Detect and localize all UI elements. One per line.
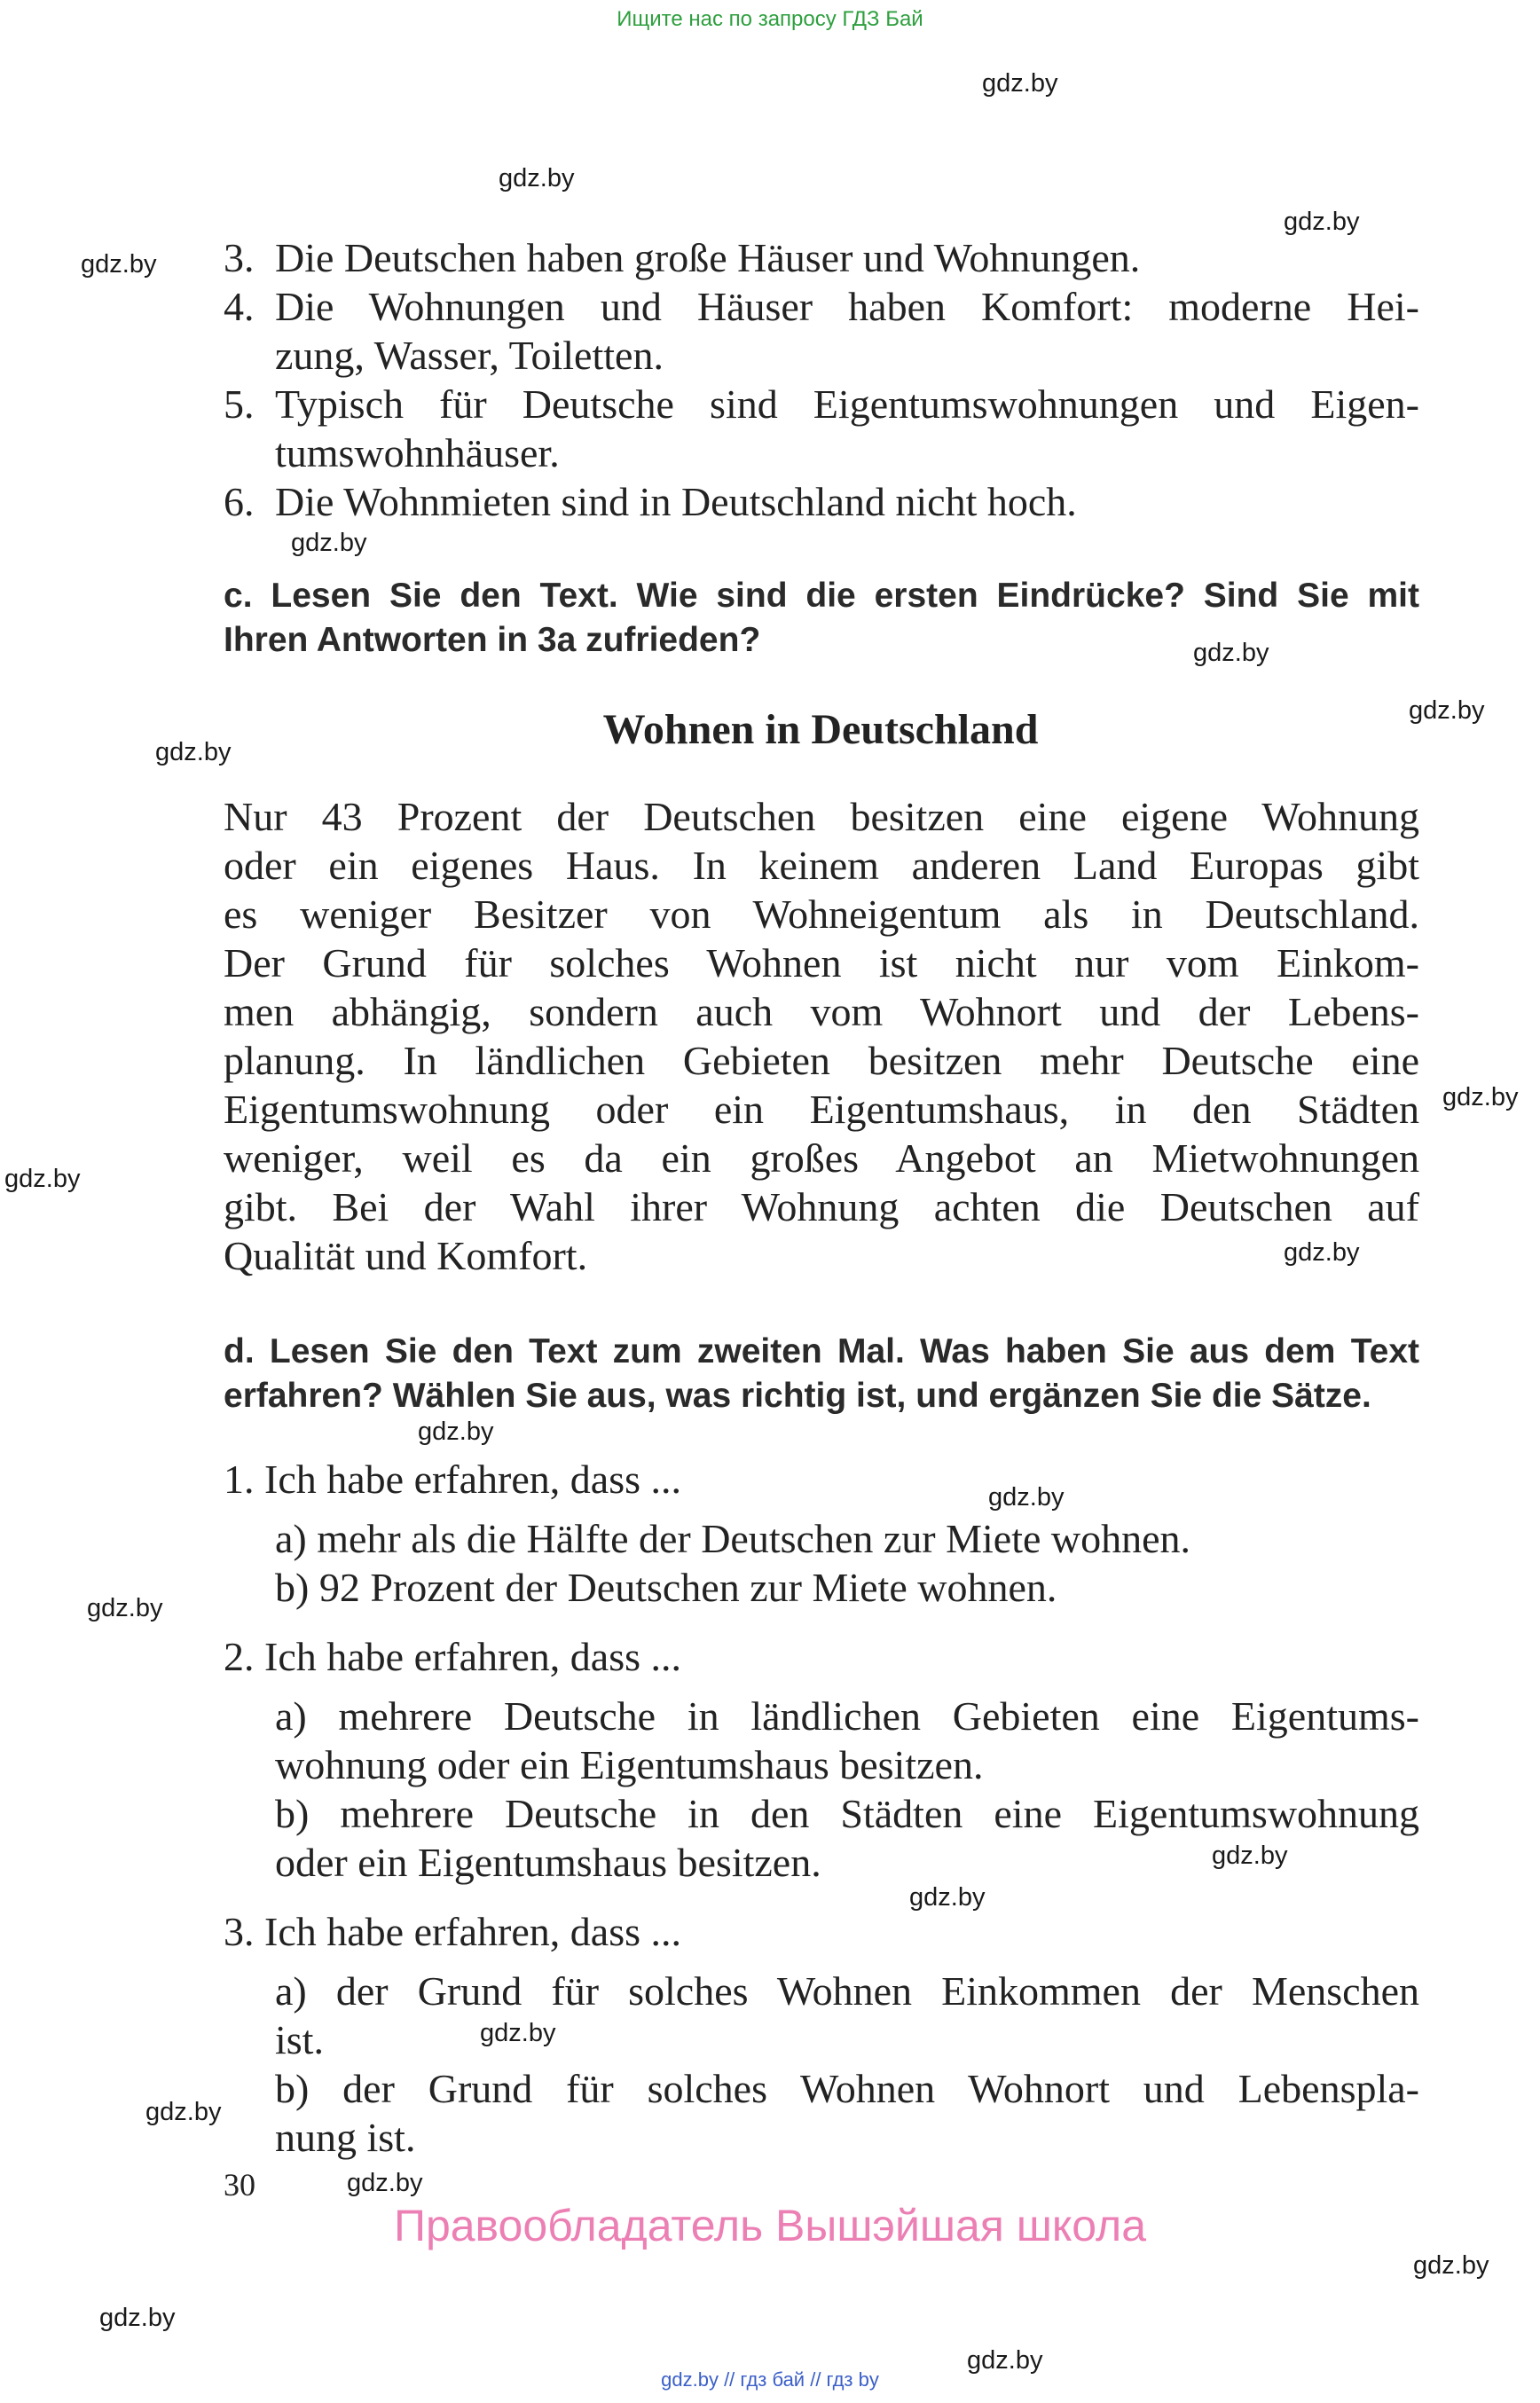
watermark: gdz.by: [87, 1594, 163, 1622]
text-line: Eigentumswohnung oder ein Eigentumshaus, in den Städten: [224, 1087, 1419, 1132]
watermark: gdz.by: [988, 1483, 1065, 1512]
text-line: men abhängig, sondern auch vom Wohnort und der Lebens-: [224, 989, 1419, 1034]
copyright-notice: Правообладатель Вышэйшая школа: [394, 2201, 1146, 2250]
answer-option: b) mehrere Deutsche in den Städten eine Eigentumswohnung: [275, 1791, 1419, 1836]
text-line: gibt. Bei der Wahl ihrer Wohnung achten die Deutschen auf: [224, 1184, 1419, 1229]
watermark: gdz.by: [99, 2304, 176, 2332]
watermark: gdz.by: [967, 2346, 1043, 2375]
answer-option: a) der Grund für solches Wohnen Einkommen der Menschen: [275, 1968, 1419, 2014]
answer-option: ist.: [275, 2017, 324, 2062]
answer-option: wohnung oder ein Eigentumshaus besitzen.: [275, 1742, 984, 1787]
answer-option: a) mehr als die Hälfte der Deutschen zur Miete wohnen.: [275, 1516, 1191, 1561]
top-banner: Ищите нас по запросу ГДЗ Бай: [617, 7, 923, 31]
question-stem: 2. Ich habe erfahren, dass ...: [224, 1634, 681, 1679]
watermark: gdz.by: [499, 164, 575, 192]
text-line: Der Grund für solches Wohnen ist nicht nur vom Einkom-: [224, 940, 1419, 986]
task-c-instruction: c. Lesen Sie den Text. Wie sind die ersten Eindrücke? Sind Sie mit: [224, 577, 1419, 615]
list-item-number: 4.: [224, 284, 255, 329]
task-d-instruction: d. Lesen Sie den Text zum zweiten Mal. Was haben Sie aus dem Text: [224, 1332, 1419, 1370]
answer-option: nung ist.: [275, 2115, 416, 2160]
task-c-instruction: Ihren Antworten in 3a zufrieden?: [224, 621, 761, 659]
list-item-text: Die Wohnmieten sind in Deutschland nicht hoch.: [275, 479, 1077, 524]
list-item-text: zung, Wasser, Toiletten.: [275, 333, 664, 378]
list-item-number: 3.: [224, 235, 255, 280]
list-item-text: Die Wohnungen und Häuser haben Komfort: moderne Hei-: [275, 284, 1419, 329]
watermark: gdz.by: [155, 738, 232, 766]
list-item-text: Typisch für Deutsche sind Eigentumswohnungen und Eigen-: [275, 381, 1419, 427]
watermark: gdz.by: [1409, 696, 1485, 725]
answer-option: oder ein Eigentumshaus besitzen.: [275, 1840, 821, 1885]
list-item-text: tumswohnhäuser.: [275, 430, 560, 475]
answer-option: b) 92 Prozent der Deutschen zur Miete wohnen.: [275, 1565, 1057, 1610]
answer-option: b) der Grund für solches Wohnen Wohnort und Lebenspla-: [275, 2066, 1419, 2111]
watermark: gdz.by: [1284, 1238, 1360, 1267]
text-line: es weniger Besitzer von Wohneigentum als in Deutschland.: [224, 891, 1419, 937]
text-line: Nur 43 Prozent der Deutschen besitzen eine eigene Wohnung: [224, 794, 1419, 839]
list-item-number: 5.: [224, 381, 255, 427]
page-number: 30: [224, 2167, 255, 2203]
watermark: gdz.by: [1413, 2251, 1489, 2280]
watermark: gdz.by: [1212, 1842, 1288, 1870]
text-line: weniger, weil es da ein großes Angebot an Mietwohnungen: [224, 1135, 1419, 1181]
question-stem: 3. Ich habe erfahren, dass ...: [224, 1909, 681, 1954]
watermark: gdz.by: [347, 2169, 423, 2197]
question-stem: 1. Ich habe erfahren, dass ...: [224, 1457, 681, 1502]
watermark: gdz.by: [418, 1417, 494, 1446]
footer-links: gdz.by // гдз бай // гдз by: [661, 2368, 879, 2391]
watermark: gdz.by: [982, 69, 1058, 98]
text-line: planung. In ländlichen Gebieten besitzen mehr Deutsche eine: [224, 1038, 1419, 1083]
task-d-instruction: erfahren? Wählen Sie aus, was richtig ist, und ergänzen Sie die Sätze.: [224, 1377, 1371, 1415]
watermark: gdz.by: [145, 2098, 222, 2126]
text-line: Qualität und Komfort.: [224, 1233, 588, 1278]
watermark: gdz.by: [480, 2019, 556, 2047]
watermark: gdz.by: [1284, 208, 1360, 236]
watermark: gdz.by: [4, 1165, 81, 1193]
text-title: Wohnen in Deutschland: [602, 706, 1039, 753]
answer-option: a) mehrere Deutsche in ländlichen Gebieten eine Eigentums-: [275, 1693, 1419, 1739]
text-line: oder ein eigenes Haus. In keinem anderen Land Europas gibt: [224, 843, 1419, 888]
watermark: gdz.by: [1442, 1083, 1519, 1111]
watermark: gdz.by: [81, 250, 157, 279]
watermark: gdz.by: [909, 1883, 986, 1912]
watermark: gdz.by: [291, 529, 367, 557]
list-item-number: 6.: [224, 479, 255, 524]
list-item-text: Die Deutschen haben große Häuser und Wohnungen.: [275, 235, 1141, 280]
watermark: gdz.by: [1193, 639, 1269, 667]
